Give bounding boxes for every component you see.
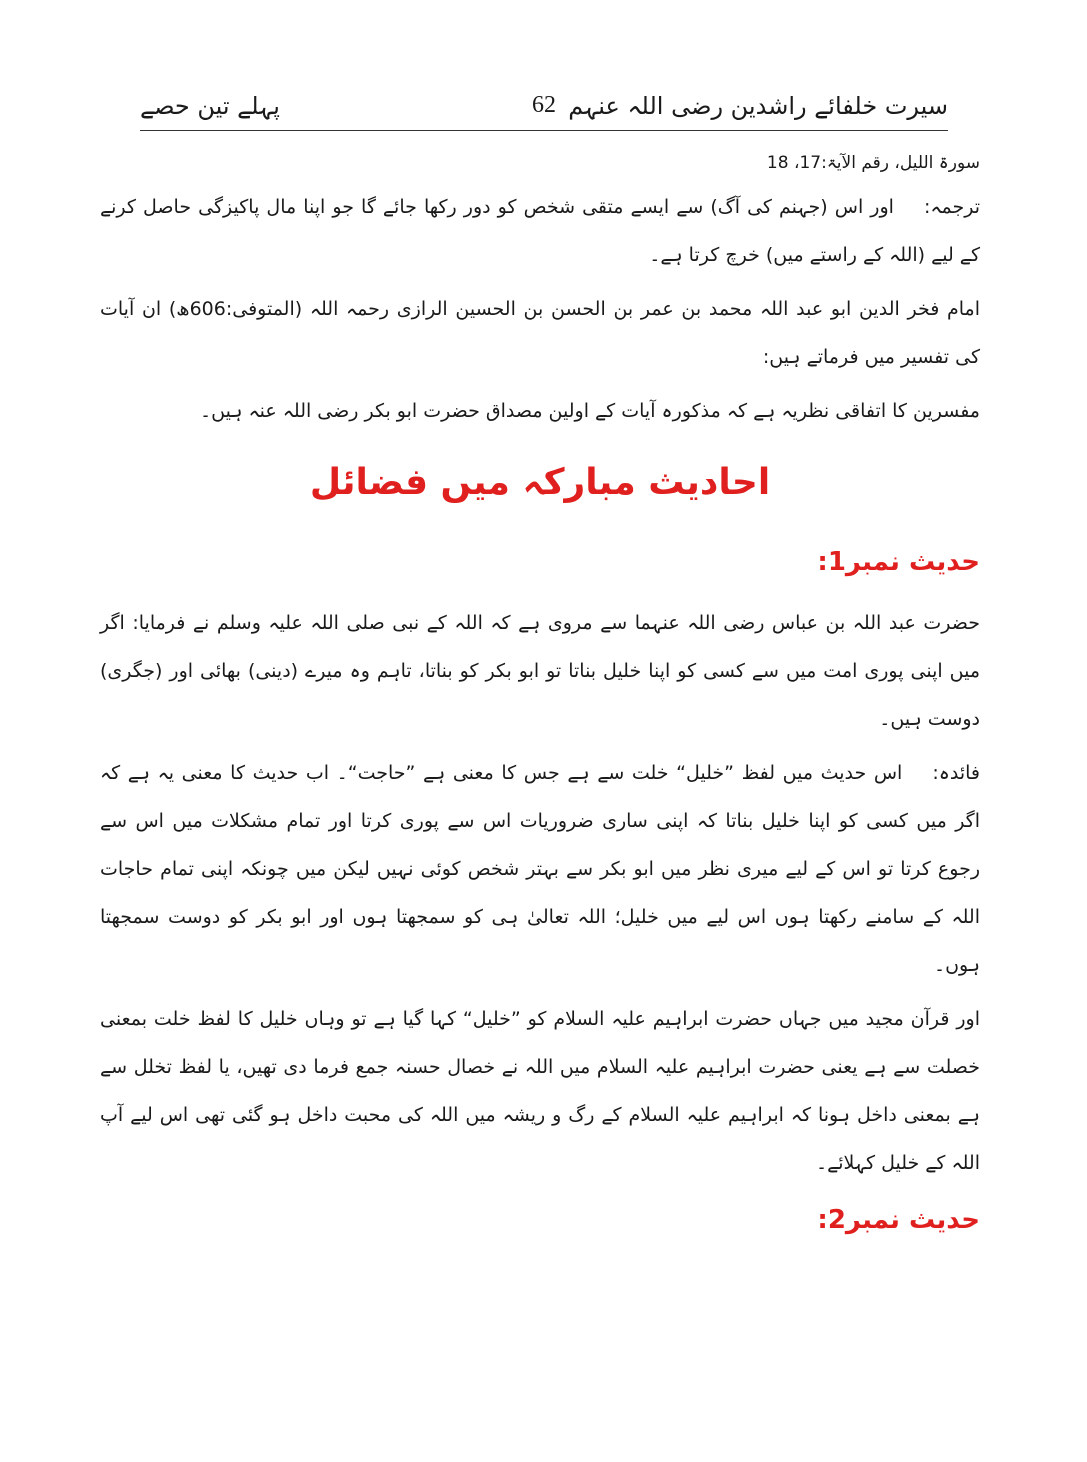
translation-text: اور اس (جہنم کی آگ) سے ایسے متقی شخص کو دور رکھا جائے گا جو اپنا مال پاکیزگی حاصل کرنے کے لیے (اللہ کے راستے میں) خرچ کرتا ہے۔	[100, 196, 980, 266]
translation-label: ترجمہ:	[923, 196, 980, 218]
surah-reference: سورۃ اللیل، رقم الآیۃ:17، 18	[766, 153, 980, 173]
quran-paragraph: اور قرآن مجید میں جہاں حضرت ابراہیم علیہ السلام کو ”خلیل“ کہا گیا ہے تو وہاں خلیل کا لفظ خلت بمعنی خصلت سے ہے یعنی حضرت ابراہیم علیہ السلام میں اللہ نے خصال حسنہ جمع فرما دی تھیں، یا لفظ تخلل سے ہے بمعنی داخل ہونا کہ ابراہیم علیہ السلام کے رگ و ریشہ میں اللہ کی محبت داخل ہو گئی تھی اس لیے آپ اللہ کے خلیل کہلائے۔	[100, 1008, 980, 1174]
hadith-1-heading: حدیث نمبر1:	[817, 547, 980, 577]
benefit-text: اس حدیث میں لفظ ”خلیل“ خلت سے ہے جس کا معنی ہے ”حاجت“۔ اب حدیث کا معنی یہ ہے کہ اگر میں کسی کو اپنا خلیل بناتا کہ اپنی ساری ضروریات اس سے پوری کرتا اور تمام مشکلات میں اس سے رجوع کرتا تو اس کے لیے میری نظر میں ابو بکر سے بہتر شخص کوئی نہیں لیکن میں چونکہ اپنی تمام حاجات اللہ کے سامنے رکھتا ہوں اس لیے میں خلیل؛ اللہ تعالیٰ ہی کو سمجھتا ہوں اور ابو بکر کو دوست سمجھتا ہوں۔	[100, 762, 980, 976]
razi-paragraph: امام فخر الدین ابو عبد اللہ محمد بن عمر بن الحسن بن الحسین الرازی رحمہ اللہ (المتوفی:606ھ) ان آیات کی تفسیر میں فرماتے ہیں:	[100, 298, 981, 368]
page-number: 62	[532, 92, 556, 118]
benefit-label: فائدہ:	[932, 762, 980, 784]
benefit-paragraph	[100, 749, 980, 989]
hadith-1-text: حضرت عبد اللہ بن عباس رضی اللہ عنہما سے مروی ہے کہ اللہ کے نبی صلی اللہ علیہ وسلم نے فرمایا: اگر میں اپنی پوری امت میں سے کسی کو اپنا خلیل بناتا تو ابو بکر کو بناتا، تاہم وہ میرے (دینی) بھائی اور (جگری) دوست ہیں۔	[100, 612, 980, 730]
mufassirin-paragraph: مفسرین کا اتفاقی نظریہ ہے کہ مذکورہ آیات کے اولین مصداق حضرت ابو بکر رضی اللہ عنہ ہیں۔	[200, 400, 980, 422]
header-divider	[140, 130, 948, 131]
part-label: پہلے تین حصے	[140, 92, 280, 120]
book-title: سیرت خلفائے راشدین رضی اللہ عنہم	[568, 92, 948, 120]
hadith-2-heading: حدیث نمبر2:	[817, 1205, 980, 1235]
section-heading: احادیث مبارکہ میں فضائل	[309, 462, 771, 503]
page-body	[100, 140, 980, 1257]
translation-paragraph	[100, 183, 980, 279]
page-header	[140, 88, 948, 130]
